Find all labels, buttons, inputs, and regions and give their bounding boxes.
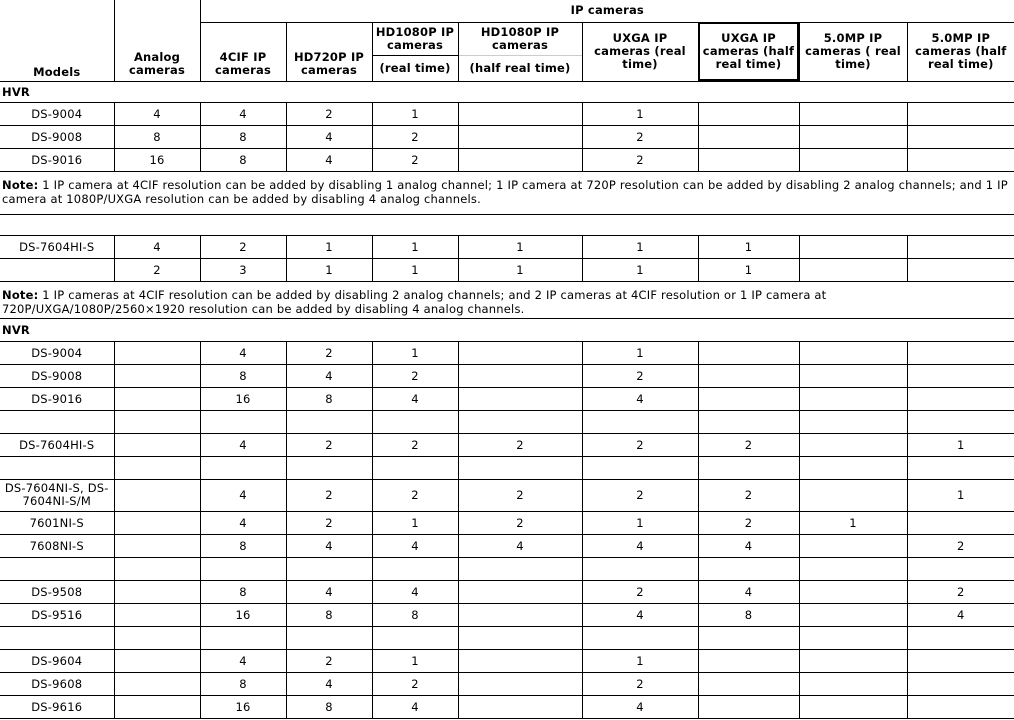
- cif-cell: 16: [200, 695, 286, 718]
- hd1080half-cell: [458, 672, 582, 695]
- hd1080rt-cell: 4: [372, 580, 458, 603]
- cif-cell: 4: [200, 511, 286, 534]
- hd1080rt-cell: 2: [372, 672, 458, 695]
- table-row: [0, 511, 1014, 534]
- mp5rt-cell: [799, 125, 907, 148]
- analog-cell: 4: [114, 102, 200, 125]
- uxgart-cell: 4: [582, 695, 698, 718]
- uxgart-cell: 1: [582, 235, 698, 258]
- blank-cell: [0, 626, 114, 649]
- mp5half-cell: [907, 649, 1014, 672]
- uxgahalf-cell: [698, 672, 799, 695]
- section-nvr: [0, 318, 1014, 341]
- hd720-cell: 4: [286, 534, 372, 557]
- mp5rt-cell: [799, 672, 907, 695]
- uxga-half-header: UXGA IP cameras (half real time): [698, 22, 799, 81]
- blank-row: [0, 456, 1014, 479]
- table-row: [0, 102, 1014, 125]
- hd1080half-cell: 1: [458, 258, 582, 281]
- model-cell: DS-9004: [0, 341, 114, 364]
- analog-cell: 16: [114, 148, 200, 171]
- hd1080rt-cell: 1: [372, 258, 458, 281]
- hd1080half-cell: 1: [458, 235, 582, 258]
- uxgart-cell: 1: [582, 341, 698, 364]
- header-row-1: [0, 0, 1014, 22]
- blank-cell: [458, 410, 582, 433]
- mp5half-cell: 4: [907, 603, 1014, 626]
- hd1080p-half-title: HD1080P IP cameras: [459, 23, 582, 56]
- hd1080rt-cell: 4: [372, 695, 458, 718]
- cif-cell: 8: [200, 672, 286, 695]
- hd1080rt-cell: 2: [372, 148, 458, 171]
- blank-row: [0, 410, 1014, 433]
- blank-cell: [286, 456, 372, 479]
- uxgart-cell: 2: [582, 364, 698, 387]
- note-row-1: [0, 171, 1014, 214]
- table-row: [0, 125, 1014, 148]
- models-header: Models: [0, 0, 114, 81]
- blank-cell: [372, 456, 458, 479]
- uxgart-cell: 2: [582, 672, 698, 695]
- uxgahalf-cell: 1: [698, 258, 799, 281]
- hd1080p-realtime-header: [372, 22, 458, 81]
- table-row: [0, 695, 1014, 718]
- hvr-rows: [0, 102, 1014, 171]
- blank-cell: [200, 410, 286, 433]
- mp5half-cell: [907, 235, 1014, 258]
- analog-cell: 4: [114, 235, 200, 258]
- hd1080half-cell: 4: [458, 534, 582, 557]
- note-2: [0, 281, 1014, 318]
- uxgahalf-cell: [698, 102, 799, 125]
- cif-cell: 4: [200, 649, 286, 672]
- mp5half-cell: [907, 102, 1014, 125]
- section-label-hvr: HVR: [0, 81, 1014, 102]
- hd720-cell: 2: [286, 649, 372, 672]
- blank-cell: [114, 626, 200, 649]
- blank-cell: [698, 557, 799, 580]
- hd1080rt-cell: 8: [372, 603, 458, 626]
- model-cell: 7608NI-S: [0, 534, 114, 557]
- blank-cell: [799, 410, 907, 433]
- blank-cell: [286, 410, 372, 433]
- cif-cell: 4: [200, 341, 286, 364]
- uxgahalf-cell: 2: [698, 479, 799, 511]
- mp5half-cell: [907, 695, 1014, 718]
- blank-cell: [907, 456, 1014, 479]
- analog-cell: 8: [114, 125, 200, 148]
- mp5half-cell: 1: [907, 433, 1014, 456]
- hd1080rt-cell: 1: [372, 235, 458, 258]
- hd1080half-cell: [458, 148, 582, 171]
- uxgahalf-cell: 8: [698, 603, 799, 626]
- blank-cell: [0, 410, 114, 433]
- cif-cell: 3: [200, 258, 286, 281]
- spacer-cell: [0, 214, 1014, 235]
- model-cell: DS-9008: [0, 125, 114, 148]
- nvr-rows: [0, 341, 1014, 718]
- model-cell: 7601NI-S: [0, 511, 114, 534]
- blank-cell: [200, 626, 286, 649]
- 5mp-half-header: 5.0MP IP cameras (half real time): [907, 22, 1014, 81]
- blank-cell: [698, 626, 799, 649]
- analog-cell: [114, 672, 200, 695]
- table-row: [0, 534, 1014, 557]
- mp5half-cell: 1: [907, 479, 1014, 511]
- hd1080rt-cell: 1: [372, 649, 458, 672]
- mp5rt-cell: 1: [799, 511, 907, 534]
- uxga-realtime-header: UXGA IP cameras (real time): [582, 22, 698, 81]
- uxgart-cell: 1: [582, 258, 698, 281]
- uxgahalf-cell: 1: [698, 235, 799, 258]
- hd720-cell: 1: [286, 258, 372, 281]
- uxgart-cell: 4: [582, 534, 698, 557]
- uxgart-cell: 4: [582, 387, 698, 410]
- hd1080half-cell: [458, 387, 582, 410]
- model-cell: DS-9516: [0, 603, 114, 626]
- note-1-label: Note:: [2, 177, 39, 192]
- mp5rt-cell: [799, 258, 907, 281]
- hd720-cell: 4: [286, 364, 372, 387]
- hd720-cell: 1: [286, 235, 372, 258]
- hd1080p-half-header: [458, 22, 582, 81]
- note-2-text: 1 IP cameras at 4CIF resolution can be added by disabling 2 analog channels; and 2 IP cameras at 4CIF resolution or 1 IP camera at 720P/UXGA/1080P/2560×1920 resolution can be added by disabling 4 analog channels.: [2, 287, 827, 316]
- hd720-cell: 2: [286, 341, 372, 364]
- hd1080p-realtime-title: HD1080P IP cameras: [373, 23, 458, 56]
- cif-cell: 8: [200, 364, 286, 387]
- mp5rt-cell: [799, 148, 907, 171]
- analog-cell: [114, 534, 200, 557]
- mp5rt-cell: [799, 387, 907, 410]
- cif-cell: 8: [200, 580, 286, 603]
- hd1080rt-cell: 2: [372, 125, 458, 148]
- hd720-cell: 4: [286, 148, 372, 171]
- hd720-cell: 4: [286, 672, 372, 695]
- uxgart-cell: 2: [582, 479, 698, 511]
- hd1080half-cell: [458, 695, 582, 718]
- hd1080rt-cell: 4: [372, 387, 458, 410]
- uxgart-cell: 4: [582, 603, 698, 626]
- blank-cell: [907, 410, 1014, 433]
- model-cell: DS-7604HI-S: [0, 433, 114, 456]
- analog-cell: [114, 341, 200, 364]
- cif-cell: 8: [200, 125, 286, 148]
- uxgart-cell: 2: [582, 580, 698, 603]
- table-row: [0, 387, 1014, 410]
- uxgahalf-cell: [698, 387, 799, 410]
- hd720-cell: 2: [286, 479, 372, 511]
- mp5half-cell: [907, 341, 1014, 364]
- blank-cell: [372, 557, 458, 580]
- blank-cell: [582, 626, 698, 649]
- cif-cell: 16: [200, 387, 286, 410]
- blank-cell: [582, 410, 698, 433]
- analog-cell: 2: [114, 258, 200, 281]
- model-cell: DS-7604HI-S: [0, 235, 114, 258]
- hd1080half-cell: [458, 102, 582, 125]
- blank-cell: [582, 456, 698, 479]
- blank-cell: [114, 456, 200, 479]
- model-cell: DS-9016: [0, 387, 114, 410]
- blank-row: [0, 626, 1014, 649]
- cif-cell: 4: [200, 102, 286, 125]
- hd1080half-cell: [458, 364, 582, 387]
- mp5half-cell: [907, 511, 1014, 534]
- blank-cell: [200, 557, 286, 580]
- hd1080half-cell: [458, 125, 582, 148]
- cif-cell: 16: [200, 603, 286, 626]
- uxgart-cell: 2: [582, 148, 698, 171]
- note-row-2: [0, 281, 1014, 318]
- cif-cell: 8: [200, 534, 286, 557]
- mp5rt-cell: [799, 649, 907, 672]
- analog-cell: [114, 580, 200, 603]
- cif-cell: 4: [200, 479, 286, 511]
- note-1: [0, 171, 1014, 214]
- uxgahalf-cell: 4: [698, 580, 799, 603]
- blank-cell: [799, 557, 907, 580]
- blank-cell: [286, 557, 372, 580]
- mp5rt-cell: [799, 695, 907, 718]
- mp5rt-cell: [799, 235, 907, 258]
- uxgahalf-cell: 2: [698, 511, 799, 534]
- hd720-cell: 8: [286, 695, 372, 718]
- blank-cell: [458, 456, 582, 479]
- uxgahalf-cell: 4: [698, 534, 799, 557]
- table-row: [0, 479, 1014, 511]
- analog-cell: [114, 479, 200, 511]
- uxgahalf-cell: [698, 695, 799, 718]
- hd1080p-half-sub: (half real time): [469, 60, 571, 75]
- hd1080rt-cell: 1: [372, 511, 458, 534]
- uxgart-cell: 2: [582, 125, 698, 148]
- hd720-cell: 8: [286, 387, 372, 410]
- table-row: [0, 649, 1014, 672]
- analog-cell: [114, 387, 200, 410]
- mp5half-cell: [907, 125, 1014, 148]
- uxgahalf-cell: [698, 148, 799, 171]
- uxgart-cell: 1: [582, 649, 698, 672]
- mp5half-cell: [907, 148, 1014, 171]
- hd1080half-cell: [458, 580, 582, 603]
- blank-cell: [372, 410, 458, 433]
- blank-cell: [114, 557, 200, 580]
- mp5rt-cell: [799, 433, 907, 456]
- table-row: [0, 672, 1014, 695]
- mp5rt-cell: [799, 603, 907, 626]
- analog-cell: [114, 511, 200, 534]
- hd1080half-cell: 2: [458, 479, 582, 511]
- mp5rt-cell: [799, 102, 907, 125]
- mp5rt-cell: [799, 479, 907, 511]
- blank-cell: [458, 557, 582, 580]
- model-cell: DS-9004: [0, 102, 114, 125]
- model-cell: DS-9008: [0, 364, 114, 387]
- table-row: [0, 258, 1014, 281]
- blank-cell: [799, 626, 907, 649]
- hd720-cell: 2: [286, 433, 372, 456]
- hd1080half-cell: 2: [458, 433, 582, 456]
- hd1080rt-cell: 2: [372, 479, 458, 511]
- blank-row: [0, 557, 1014, 580]
- uxgahalf-cell: 2: [698, 433, 799, 456]
- model-cell: DS-9608: [0, 672, 114, 695]
- uxgart-cell: 1: [582, 102, 698, 125]
- hd1080half-cell: [458, 341, 582, 364]
- table-row: [0, 148, 1014, 171]
- blank-cell: [286, 626, 372, 649]
- hvr2-rows: [0, 235, 1014, 281]
- blank-cell: [0, 456, 114, 479]
- hd720p-header: HD720P IP cameras: [286, 22, 372, 81]
- spacer-row: [0, 214, 1014, 235]
- cif-cell: 4: [200, 433, 286, 456]
- blank-cell: [200, 456, 286, 479]
- note-1-text: 1 IP camera at 4CIF resolution can be added by disabling 1 analog channel; 1 IP camera at 720P resolution can be added by disabling 2 analog channels; and 1 IP camera at 1080P/UXGA resolution can be added by disabling 4 analog channels.: [2, 177, 1008, 206]
- model-cell: DS-7604NI-S, DS-7604NI-S/M: [0, 479, 114, 511]
- hd1080rt-cell: 2: [372, 433, 458, 456]
- section-hvr: [0, 81, 1014, 102]
- model-cell: DS-9604: [0, 649, 114, 672]
- blank-cell: [372, 626, 458, 649]
- blank-cell: [698, 410, 799, 433]
- blank-cell: [0, 557, 114, 580]
- uxgahalf-cell: [698, 649, 799, 672]
- mp5rt-cell: [799, 580, 907, 603]
- cif-cell: 8: [200, 148, 286, 171]
- note-2-label: Note:: [2, 287, 39, 302]
- uxgahalf-cell: [698, 125, 799, 148]
- mp5half-cell: [907, 387, 1014, 410]
- hd720-cell: 2: [286, 511, 372, 534]
- table-row: [0, 364, 1014, 387]
- hd1080rt-cell: 1: [372, 341, 458, 364]
- table-row: [0, 580, 1014, 603]
- hd720-cell: 2: [286, 102, 372, 125]
- analog-cell: [114, 695, 200, 718]
- mp5half-cell: [907, 672, 1014, 695]
- analog-cameras-header: Analog cameras: [114, 0, 200, 81]
- analog-cell: [114, 649, 200, 672]
- hd1080half-cell: 2: [458, 511, 582, 534]
- hd720-cell: 4: [286, 125, 372, 148]
- analog-cell: [114, 364, 200, 387]
- hd720-cell: 4: [286, 580, 372, 603]
- model-cell: DS-9016: [0, 148, 114, 171]
- mp5half-cell: 2: [907, 534, 1014, 557]
- hd1080rt-cell: 1: [372, 102, 458, 125]
- mp5rt-cell: [799, 341, 907, 364]
- model-cell: DS-9508: [0, 580, 114, 603]
- model-cell: DS-9616: [0, 695, 114, 718]
- table-row: [0, 235, 1014, 258]
- model-cell: [0, 258, 114, 281]
- mp5rt-cell: [799, 534, 907, 557]
- table-row: [0, 603, 1014, 626]
- 5mp-realtime-header: 5.0MP IP cameras ( real time): [799, 22, 907, 81]
- uxgart-cell: 2: [582, 433, 698, 456]
- mp5half-cell: 2: [907, 580, 1014, 603]
- mp5half-cell: [907, 258, 1014, 281]
- section-label-nvr: NVR: [0, 318, 1014, 341]
- blank-cell: [799, 456, 907, 479]
- hd1080rt-cell: 4: [372, 534, 458, 557]
- mp5half-cell: [907, 364, 1014, 387]
- uxgart-cell: 1: [582, 511, 698, 534]
- hd1080half-cell: [458, 603, 582, 626]
- cif-cell: 2: [200, 235, 286, 258]
- blank-cell: [907, 557, 1014, 580]
- analog-cell: [114, 603, 200, 626]
- table-row: [0, 341, 1014, 364]
- mp5rt-cell: [799, 364, 907, 387]
- blank-cell: [114, 410, 200, 433]
- blank-cell: [582, 557, 698, 580]
- ip-cameras-group-header: IP cameras: [200, 0, 1014, 22]
- uxgahalf-cell: [698, 341, 799, 364]
- hd1080half-cell: [458, 649, 582, 672]
- blank-cell: [698, 456, 799, 479]
- uxgahalf-cell: [698, 364, 799, 387]
- hd720-cell: 8: [286, 603, 372, 626]
- table-row: [0, 433, 1014, 456]
- blank-cell: [907, 626, 1014, 649]
- blank-cell: [458, 626, 582, 649]
- hd1080p-realtime-sub: (real time): [379, 60, 451, 75]
- 4cif-header: 4CIF IP cameras: [200, 22, 286, 81]
- analog-cell: [114, 433, 200, 456]
- hd1080rt-cell: 2: [372, 364, 458, 387]
